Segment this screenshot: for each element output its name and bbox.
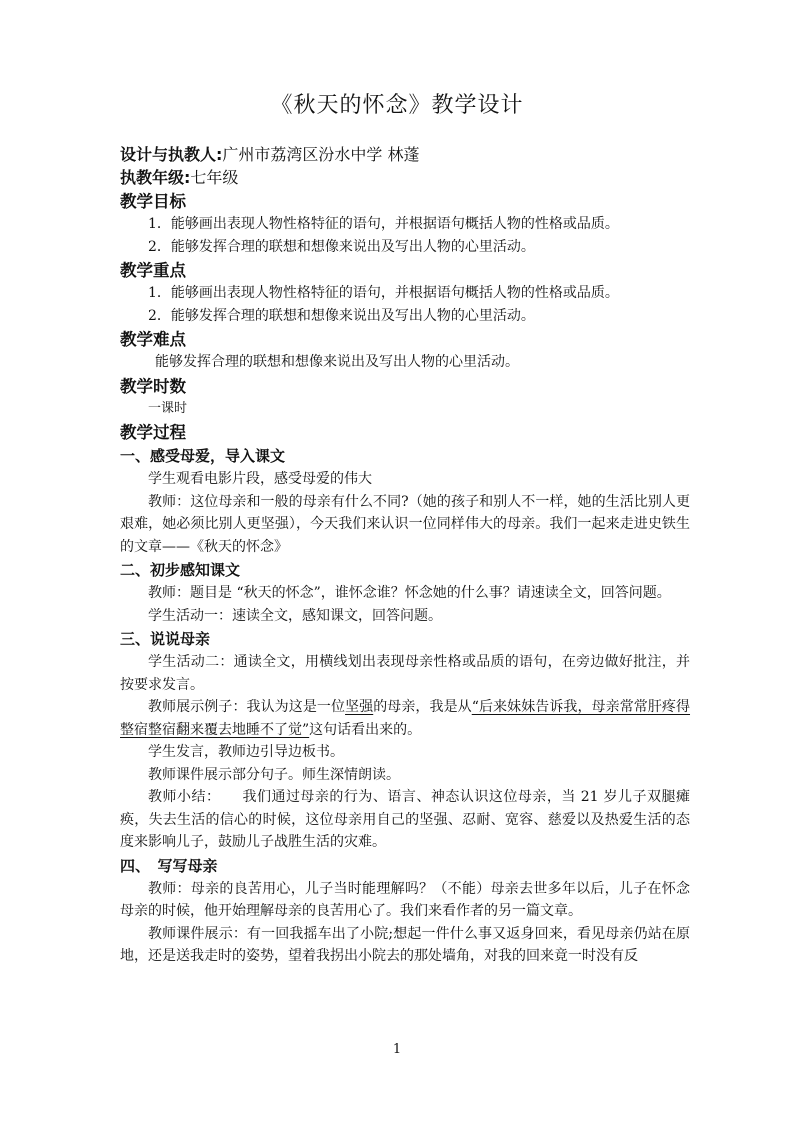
difficulty-text: 能够发挥合理的联想和想像来说出及写出人物的心里活动。	[155, 354, 519, 370]
difficulty-heading: 教学难点	[120, 330, 186, 349]
section-3-summary: 教师小结： 我们通过母亲的行为、语言、神态认识这位母亲，当 21 岁儿子双腿瘫痪，失去生活的信心的时候，这位母亲用自己的坚强、忍耐、宽容、慈爱以及热爱生活的态度来影响儿子，鼓励儿子战胜生活的灾难。	[120, 789, 690, 850]
process-heading: 教学过程	[120, 423, 186, 442]
section-3-paragraph-1: 学生活动二：通读全文，用横线划出表现母亲性格或品质的语句，在旁边做好批注，并按要求发言。	[120, 654, 690, 693]
page-number: 1	[392, 1042, 402, 1057]
section-4-heading: 四、 写写母亲	[120, 856, 218, 875]
example-keyword: 坚强	[345, 699, 374, 715]
key-points-heading: 教学重点	[120, 261, 186, 280]
designer-line	[120, 143, 690, 166]
section-4-paragraph-1: 教师：母亲的良苦用心，儿子当时能理解吗？（不能）母亲去世多年以后，儿子在怀念母亲的时候，他开始理解母亲的良苦用心了。我们来看作者的另一篇文章。	[120, 880, 690, 919]
section-2-paragraph-1: 教师：题目是 “秋天的怀念”，谁怀念谁？怀念她的什么事？请速读全文，回答问题。	[148, 585, 671, 601]
designer-label: 设计与执教人:	[120, 145, 223, 164]
section-3-heading: 三、说说母亲	[120, 630, 211, 648]
document-body	[120, 143, 690, 968]
section-3-example-paragraph	[120, 696, 690, 741]
section-1-heading: 一、感受母爱，导入课文	[120, 447, 286, 465]
example-quote: “后来妹妹告诉我，母亲常常肝疼得整宿整宿翻来覆去地睡不了觉”	[120, 699, 691, 738]
section-3-paragraph-4: 教师课件展示部分句子。师生深情朗读。	[148, 766, 400, 783]
objective-item-1: 1．能够画出表现人物性格特征的语句，并根据语句概括人物的性格或品质。	[148, 216, 619, 232]
objectives-heading: 教学目标	[120, 192, 186, 211]
section-1-paragraph-2: 教师：这位母亲和一般的母亲有什么不同?（她的孩子和别人不一样，她的生活比别人更艰难，她必须比别人更坚强），今天我们来认识一位同样伟大的母亲。我们一起来走进史铁生的文章——《秋天的怀念》	[120, 493, 690, 555]
designer-value: 广州市荔湾区汾水中学 林蓬	[222, 145, 420, 164]
key-point-item-2: 2．能够发挥合理的联想和想像来说出及写出人物的心里活动。	[148, 307, 535, 324]
document-title: 《秋天的怀念》教学设计	[270, 93, 524, 118]
section-2-paragraph-2: 学生活动一：速读全文，感知课文，回答问题。	[148, 607, 442, 624]
grade-line	[120, 166, 690, 189]
example-end: 这句话看出来的。	[309, 721, 422, 738]
grade-value: 七年级	[190, 168, 239, 187]
example-mid: 的母亲，我是从	[373, 699, 472, 715]
section-1-paragraph-1: 学生观看电影片段，感受母爱的伟大	[148, 471, 372, 487]
grade-label: 执教年级:	[120, 168, 191, 187]
hours-heading: 教学时数	[120, 376, 186, 396]
key-point-item-1: 1．能够画出表现人物性格特征的语句，并根据语句概括人物的性格或品质。	[148, 285, 619, 301]
hours-text: 一课时	[148, 400, 188, 416]
section-2-heading: 二、初步感知课文	[120, 561, 241, 579]
section-3-paragraph-3: 学生发言，教师边引导边板书。	[148, 744, 344, 760]
example-intro: 教师展示例子：我认为这是一位	[148, 699, 346, 715]
section-4-paragraph-2: 教师课件展示：有一回我摇车出了小院;想起一件什么事又返身回来，看见母亲仍站在原地，还是送我走时的姿势，望着我拐出小院去的那处墙角，对我的回来竟一时没有反	[120, 925, 690, 964]
objective-item-2: 2．能够发挥合理的联想和想像来说出及写出人物的心里活动。	[148, 238, 535, 255]
